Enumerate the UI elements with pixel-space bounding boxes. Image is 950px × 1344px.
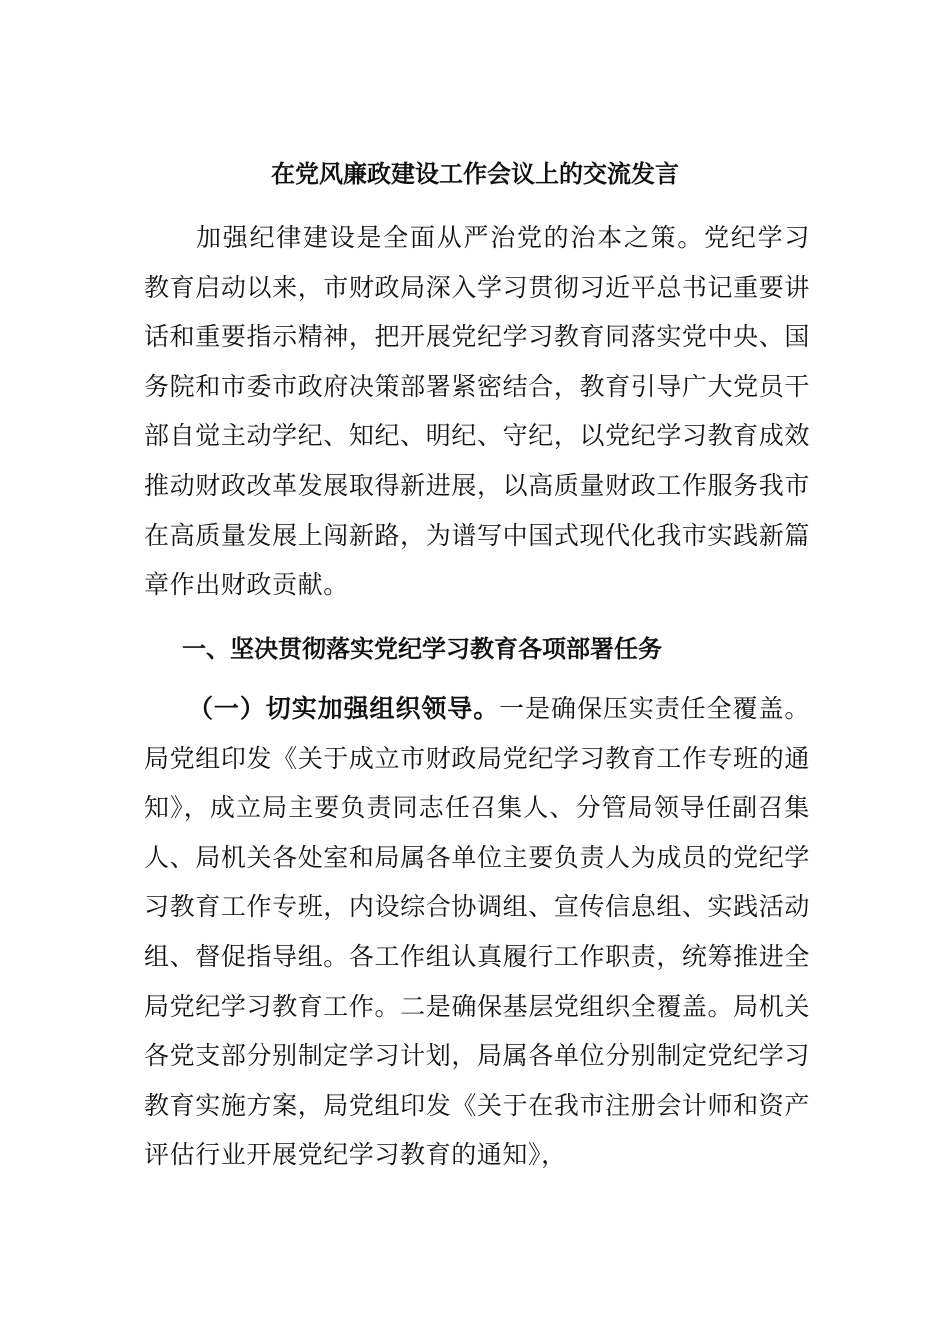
subsection-text-1: 一是确保压实责任全覆盖。局党组印发《关于成立市财政局党纪学习教育工作专班的通知》，成立局主要负责同志任召集人、分管局领导任副召集人、局机关各处室和局属各单位主要负责人为成员的党纪学习教育工作专班，内设综合协调组、宣传信息组、实践活动组、督促指导组。各工作组认真履行工作职责，统筹推进全局党纪学习教育工作。二是确保基层党组织全覆盖。局机关各党支部分别制定学习计划，局属各单位分别制定党纪学习教育实施方案，局党组印发《关于在我市注册会计师和资产评估行业开展党纪学习教育的通知》， xyxy=(144,694,811,1170)
document-title: 在党风廉政建设工作会议上的交流发言 xyxy=(271,160,679,188)
subsection-heading-1: （一）切实加强组织领导。 xyxy=(188,694,500,723)
section-heading-1: 一、坚决贯彻落实党纪学习教育各项部署任务 xyxy=(182,635,662,663)
subsection-paragraph-1 xyxy=(144,684,810,1180)
intro-paragraph: 加强纪律建设是全面从严治党的治本之策。党纪学习教育启动以来，市财政局深入学习贯彻习近平总书记重要讲话和重要指示精神，把开展党纪学习教育同落实党中央、国务院和市委市政府决策部署紧密结合，教育引导广大党员干部自觉主动学纪、知纪、明纪、守纪，以党纪学习教育成效推动财政改革发展取得新进展，以高质量财政工作服务我市在高质量发展上闯新路，为谱写中国式现代化我市实践新篇章作出财政贡献。 xyxy=(144,223,810,600)
